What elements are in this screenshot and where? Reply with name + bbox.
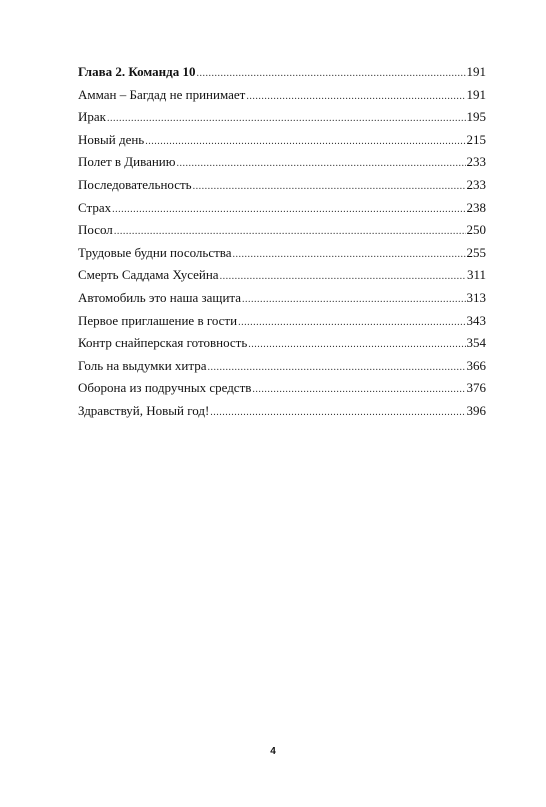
toc-dot-leader bbox=[107, 108, 466, 131]
toc-entry-page: 191 bbox=[466, 64, 486, 79]
toc-entry[interactable] bbox=[78, 242, 486, 265]
toc-entry[interactable] bbox=[78, 151, 486, 174]
toc-entry[interactable] bbox=[78, 355, 486, 378]
toc-dot-leader bbox=[176, 153, 465, 176]
toc-entry[interactable] bbox=[78, 310, 486, 333]
toc-dot-leader bbox=[145, 131, 465, 154]
toc-entry-page: 396 bbox=[466, 402, 486, 418]
toc-entry-title: Контр снайперская готовность bbox=[78, 335, 248, 351]
toc-entry-title: Первое приглашение в гости bbox=[78, 312, 238, 328]
toc-dot-leader bbox=[252, 379, 465, 402]
page-number: 4 bbox=[270, 746, 276, 757]
toc-entry-page: 366 bbox=[466, 357, 486, 373]
toc-entry-page: 233 bbox=[466, 176, 486, 192]
toc-dot-leader bbox=[196, 63, 465, 86]
toc-dot-leader bbox=[114, 221, 466, 244]
toc-entry-title: Здравствуй, Новый год! bbox=[78, 402, 210, 418]
toc-dot-leader bbox=[248, 334, 465, 357]
toc-entry-title: Глава 2. Команда 10 bbox=[78, 64, 196, 79]
toc-entry-title: Полет в Диванию bbox=[78, 154, 176, 170]
toc-dot-leader bbox=[193, 176, 466, 199]
toc-entry-title: Посол bbox=[78, 222, 113, 238]
toc-entry-title: Амман – Багдад не принимает bbox=[78, 86, 246, 102]
toc-dot-leader bbox=[210, 402, 465, 425]
toc-entry[interactable] bbox=[78, 332, 486, 355]
toc-entry[interactable] bbox=[78, 174, 486, 197]
toc-dot-leader bbox=[233, 244, 466, 267]
toc-entry-page: 215 bbox=[466, 131, 486, 147]
toc-entry-page: 250 bbox=[466, 222, 486, 238]
toc-entry[interactable] bbox=[78, 400, 486, 423]
toc-entry[interactable] bbox=[78, 219, 486, 242]
toc-entry[interactable] bbox=[78, 129, 486, 152]
toc-entry-page: 354 bbox=[466, 335, 486, 351]
table-of-contents bbox=[78, 61, 486, 423]
toc-dot-leader bbox=[220, 266, 466, 289]
toc-entry-page: 191 bbox=[466, 86, 486, 102]
toc-entry-title: Ирак bbox=[78, 109, 106, 125]
toc-dot-leader bbox=[112, 199, 465, 222]
toc-entry-title: Последовательность bbox=[78, 176, 192, 192]
toc-entry-page: 238 bbox=[466, 199, 486, 215]
toc-entry-title: Смерть Саддама Хусейна bbox=[78, 267, 219, 283]
toc-entry-chapter-2[interactable] bbox=[78, 61, 486, 84]
toc-entry-page: 233 bbox=[466, 154, 486, 170]
toc-entry-page: 343 bbox=[466, 312, 486, 328]
toc-dot-leader bbox=[207, 357, 465, 380]
toc-entry-page: 255 bbox=[466, 244, 486, 260]
toc-entry[interactable] bbox=[78, 106, 486, 129]
toc-dot-leader bbox=[242, 289, 465, 312]
toc-entry-title: Голь на выдумки хитра bbox=[78, 357, 207, 373]
toc-entry-page: 376 bbox=[466, 380, 486, 396]
toc-entry-title: Трудовые будни посольства bbox=[78, 244, 232, 260]
toc-entry-page: 313 bbox=[466, 289, 486, 305]
toc-entry-title: Оборона из подручных средств bbox=[78, 380, 252, 396]
toc-entry[interactable] bbox=[78, 287, 486, 310]
toc-entry[interactable] bbox=[78, 197, 486, 220]
toc-entry-title: Страх bbox=[78, 199, 112, 215]
toc-dot-leader bbox=[246, 86, 465, 109]
toc-entry[interactable] bbox=[78, 377, 486, 400]
toc-entry-page: 311 bbox=[466, 267, 486, 283]
toc-entry[interactable] bbox=[78, 84, 486, 107]
toc-entry[interactable] bbox=[78, 264, 486, 287]
toc-dot-leader bbox=[238, 312, 465, 335]
toc-entry-page: 195 bbox=[466, 109, 486, 125]
toc-entry-title: Новый день bbox=[78, 131, 145, 147]
toc-entry-title: Автомобиль это наша защита bbox=[78, 289, 242, 305]
